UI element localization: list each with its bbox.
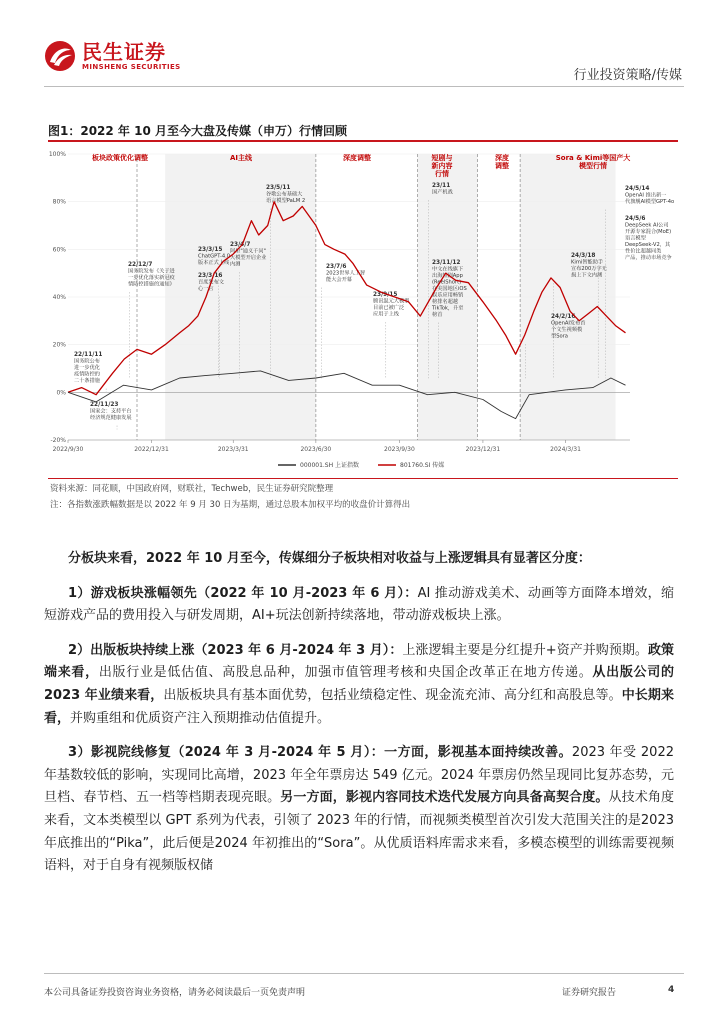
x-tick-label: 2022/9/30 bbox=[52, 446, 84, 453]
annotation-text: 国家会：支持平台 bbox=[90, 408, 132, 415]
phase-label: 深度 bbox=[495, 154, 509, 162]
body-text-run: 出版板块具有基本面优势，包括业绩稳定性、现金流充沛、高分红和高股息等。 bbox=[163, 687, 622, 703]
phase-label: 行情 bbox=[435, 170, 449, 178]
annotation-text: 阿里"通义千问" bbox=[230, 248, 266, 255]
annotation-text: 能大会开幕 bbox=[326, 277, 352, 283]
bold-text: 1）游戏板块涨幅领先（2022 年 10 月-2023 年 6 月）： bbox=[68, 585, 418, 601]
body-text-run: 从技术角度来看，文本类模型以 GPT 系列为代表，引领了 2023 年的行情，而视频类模型首次引发大范围关注的是2023 年底推出的“Pika”，此后便是2024 年初推出的“Sora”。从优质语料库需求来看，多模态模型的训练需要视频语料，对于自身有视频版权储 bbox=[44, 790, 674, 874]
phase-label: Sora & Kimi等国产大 bbox=[555, 154, 631, 162]
annotation-text: 出海短剧App bbox=[432, 273, 463, 279]
header-divider bbox=[44, 86, 684, 87]
annotation-text: 24/2/16 bbox=[551, 314, 576, 320]
y-tick-label: 80% bbox=[52, 198, 66, 206]
annotation-text: 24/5/14 bbox=[625, 186, 650, 192]
phase-label: 板块政策优化调整 bbox=[92, 154, 148, 162]
annotation-text: 损上下文内测 bbox=[571, 272, 603, 279]
annotation-text: 内测 bbox=[230, 261, 241, 268]
annotation-text: DeepSeek-V2，其 bbox=[625, 242, 671, 248]
annotation-text: 国务院发布《关于进 bbox=[128, 268, 175, 275]
x-tick-label: 2024/3/31 bbox=[550, 446, 581, 453]
annotation-text: 中文在线旗下 bbox=[432, 266, 464, 273]
phase-label: 深度调整 bbox=[343, 154, 371, 162]
bold-text: 分板块来看，2022 年 10 月至今，传媒细分子板块相对收益与上涨逻辑具有显著区分度： bbox=[68, 551, 591, 566]
annotation-text: 代旗舰AI模型GPT-4o bbox=[625, 199, 675, 205]
x-tick-label: 2023/12/31 bbox=[465, 446, 501, 453]
annotation-text: 应用于上线 bbox=[373, 311, 399, 318]
annotation-text: 大模型开启企业 bbox=[230, 255, 267, 261]
minsheng-logo-icon bbox=[44, 40, 76, 72]
bold-text: 2）出版板块持续上涨（2023 年 6 月-2024 年 3 月）： bbox=[68, 642, 403, 658]
annotation-text: 22/11/23 bbox=[90, 402, 119, 408]
annotation-text: 个文生视频模 bbox=[551, 327, 583, 333]
annotation-text: DeepSeek AI公司 bbox=[625, 222, 669, 229]
phase-label: 短剧与 bbox=[431, 154, 453, 162]
phase-label: AI主线 bbox=[229, 154, 253, 162]
brand-name-cn: 民生证券 bbox=[82, 39, 166, 64]
annotation-text: 23/11/12 bbox=[432, 260, 461, 266]
annotation-text: OpenAI发布首 bbox=[551, 320, 586, 327]
body-paragraph bbox=[44, 583, 674, 628]
x-tick-label: 2023/3/31 bbox=[217, 446, 249, 453]
annotation-text: 二十条措施 bbox=[74, 378, 100, 384]
body-text-run: 上涨逻辑主要是分红提升+资产并购预期。 bbox=[402, 642, 648, 658]
page-number: 4 bbox=[668, 985, 675, 995]
y-tick-label: 40% bbox=[52, 294, 66, 301]
market-chart bbox=[48, 144, 678, 476]
annotation-text: 24/5/6 bbox=[625, 216, 646, 222]
x-tick-label: 2023/9/30 bbox=[384, 446, 415, 453]
annotation-text: 目前已被广泛 bbox=[373, 305, 405, 311]
annotation-text: 语言模型 bbox=[625, 235, 646, 242]
annotation-text: 心一言 bbox=[198, 286, 214, 292]
annotation-text: ChatGPT-4.0 bbox=[198, 253, 231, 260]
figure-source: 资料来源：同花顺，中国政府网，财联社，Techweb，民生证券研究院整理 bbox=[50, 484, 334, 494]
annotation-text: 23/11 bbox=[432, 183, 451, 189]
footer-report-kind: 证券研究报告 bbox=[562, 988, 617, 998]
phase-label: 调整 bbox=[495, 162, 509, 170]
figure-note: 注：各指数涨跌幅数据是以 2022 年 9 月 30 日为基期，通过总股本加权平均的收盘价计算得出 bbox=[50, 500, 411, 510]
annotation-text: 一步优化落实新冠疫 bbox=[128, 275, 175, 281]
footer-divider bbox=[44, 973, 684, 974]
annotation-text: 榜首 bbox=[432, 312, 443, 318]
x-tick-label: 2022/12/31 bbox=[134, 446, 169, 453]
annotation-text: 型Sora bbox=[551, 333, 568, 340]
body-paragraph bbox=[44, 640, 674, 730]
bold-text: 从出版公司的 2023 年业绩来看， bbox=[44, 665, 674, 703]
annotation-text: OpenAI 推出新一 bbox=[625, 192, 667, 199]
annotation-text: 情防控措施的通知》 bbox=[128, 281, 175, 288]
body-text-run: 并购重组和优质资产注入预期推动估值提升。 bbox=[70, 710, 331, 726]
annotation-text: 22/11/11 bbox=[74, 352, 103, 358]
annotation-text: (ReelShort) bbox=[432, 279, 462, 286]
legend-label: 801760.SI 传媒 bbox=[400, 462, 445, 469]
annotation-text: 23/5/11 bbox=[266, 185, 291, 191]
annotation-text: 22/12/7 bbox=[128, 262, 153, 268]
body-text-run: 2023 年受 2022 年基数较低的影响，实现同比高增，2023 年全年票房达 549 亿元。2024 年票房仍然呈现同比复苏态势，元旦档、春节档、五一档等档期表现亮眼。 bbox=[44, 745, 674, 806]
x-tick-label: 2023/6/30 bbox=[300, 446, 332, 453]
annotation-text: 谷歌公布基础大 bbox=[266, 191, 303, 198]
annotation-text: 版本正式上线 bbox=[198, 260, 230, 266]
annotation-text: 23/3/16 bbox=[198, 273, 223, 279]
report-type: 行业投资策略/传媒 bbox=[573, 68, 682, 83]
annotation-text: 国产机战 bbox=[432, 189, 453, 196]
annotation-text: 2023世界人工智 bbox=[326, 270, 366, 277]
bold-text: 中长期来看， bbox=[44, 687, 674, 726]
annotation-text: 宣布200万字无 bbox=[571, 266, 607, 272]
brand-logo bbox=[44, 40, 181, 72]
brand-name-en: MINSHENG SECURITIES bbox=[82, 62, 181, 71]
figure-title-divider bbox=[48, 140, 678, 142]
body-text-run: 出版行业是低估值、高股息品种，加强市值管理考核和央国企改革正在地方传递。 bbox=[98, 665, 593, 681]
annotation-text: 24/3/18 bbox=[571, 253, 596, 259]
legend-label: 000001.SH 上证指数 bbox=[300, 462, 360, 469]
annotation-text: 23/4/7 bbox=[230, 242, 251, 248]
body-text bbox=[44, 548, 674, 890]
annotation-text: TikTok，升至 bbox=[432, 305, 464, 312]
y-tick-label: 20% bbox=[52, 341, 66, 349]
page-header bbox=[0, 0, 724, 88]
annotation-text: 国务院公布 bbox=[74, 358, 100, 365]
y-tick-label: 100% bbox=[48, 151, 66, 158]
annotation-text: 腾讯混元大模型 bbox=[373, 298, 410, 305]
bold-text: 政策端来看， bbox=[44, 642, 674, 681]
y-tick-label: 0% bbox=[56, 389, 66, 397]
annotation-text: 性价比超越同类 bbox=[625, 248, 662, 255]
y-tick-label: -20% bbox=[50, 437, 66, 444]
phase-label: 模型行情 bbox=[579, 162, 607, 170]
annotation-text: 23/7/6 bbox=[326, 264, 347, 270]
body-paragraph bbox=[44, 548, 674, 571]
annotation-text: 疫情防控的 bbox=[74, 371, 100, 378]
annotation-text: 榜排名超越 bbox=[432, 299, 458, 305]
annotation-text: 百度发布文 bbox=[198, 279, 224, 286]
y-tick-label: 60% bbox=[52, 246, 66, 254]
body-text-run: AI 推动游戏美术、动画等方面降本增效，缩短游戏产品的费用投入与研发周期，AI+玩法创新持续落地，带动游戏板块上涨。 bbox=[44, 585, 674, 624]
annotation-text: 开源专家混合(MoE) bbox=[625, 229, 672, 235]
annotation-text: 进一步优化 bbox=[74, 365, 100, 371]
body-paragraph bbox=[44, 742, 674, 878]
annotation-text: 23/3/15 bbox=[198, 247, 223, 253]
annotation-text: 在美国地区iOS bbox=[432, 286, 467, 292]
annotation-text: 语言模型PaLM 2 bbox=[266, 198, 306, 204]
bold-text: 另一方面，影视内容同技术迭代发展方向具备高契合度。 bbox=[280, 790, 609, 806]
annotation-text: 产品，推动市场竞争 bbox=[625, 255, 672, 261]
chart-legend bbox=[278, 461, 444, 469]
annotation-text: 娱乐应用畅销 bbox=[432, 292, 464, 299]
phase-label: 新内容 bbox=[431, 162, 453, 170]
annotation-text: Kimi智能助手 bbox=[571, 259, 604, 266]
source-divider bbox=[48, 478, 678, 479]
footer-disclaimer: 本公司具备证券投资咨询业务资格，请务必阅读最后一页免责声明 bbox=[44, 988, 306, 998]
bold-text: 3）影视院线修复（2024 年 3 月-2024 年 5 月）：一方面，影视基本面持续改善。 bbox=[68, 745, 572, 761]
annotation-text: 23/9/15 bbox=[373, 292, 398, 298]
figure-title: 图1：2022 年 10 月至今大盘及传媒（申万）行情回顾 bbox=[48, 124, 347, 138]
annotation-text: 经济规范健康发展 bbox=[90, 415, 132, 421]
